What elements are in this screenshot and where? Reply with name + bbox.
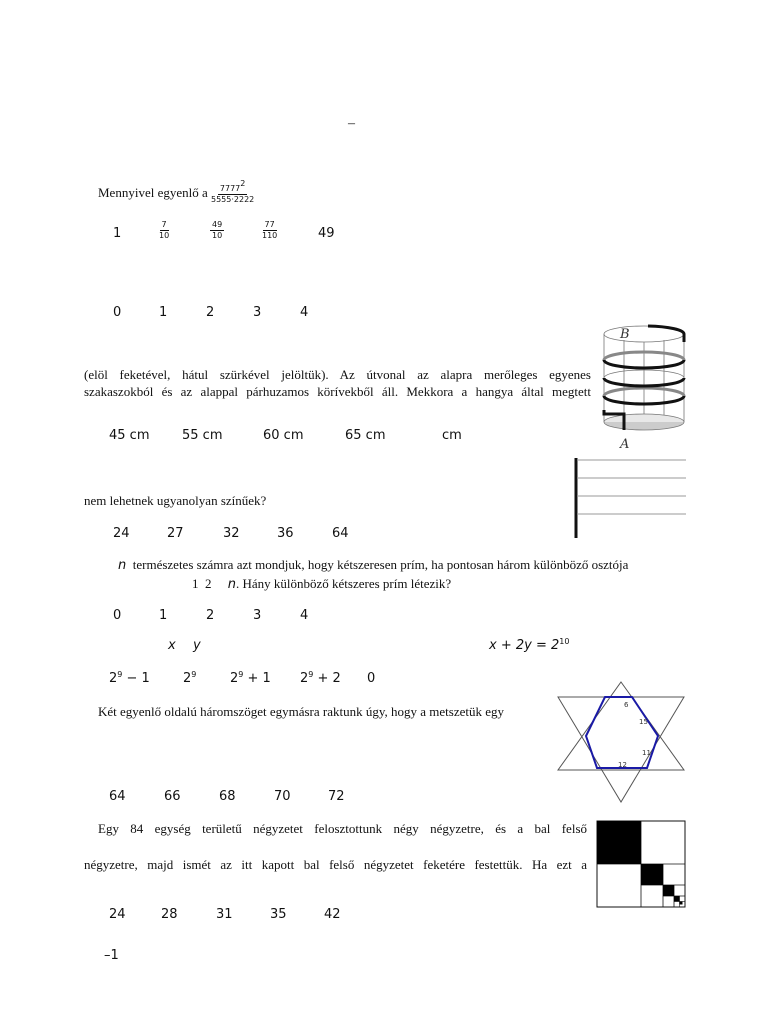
q5-option-1[interactable]: 0 <box>113 608 122 623</box>
q8-option-4[interactable]: 35 <box>270 907 287 922</box>
q3-line1: (elöl feketével, hátul szürkével jelöltük). Az útvonal az alapra merőleges egyenes <box>84 367 591 382</box>
q5-text1: természetes számra azt mondjuk, hogy kétszeresen prím, ha pontosan három különböző osztója <box>132 557 629 572</box>
q5-option-3[interactable]: 2 <box>206 608 215 623</box>
label-a: A <box>620 437 630 452</box>
q5-text2: . Hány különböző kétszeres prím létezik? <box>236 576 452 591</box>
q5-option-2[interactable]: 1 <box>159 608 168 623</box>
q4-option-3[interactable]: 32 <box>223 526 240 541</box>
q1-text: Mennyivel egyenlő a <box>98 184 208 200</box>
q5-line2 <box>192 576 451 592</box>
q8-line2: négyzetre, majd ismét az itt kapott bal felső négyzetet feketére festettük. Ha ezt a <box>84 857 587 872</box>
hex-label-15: 15 <box>639 718 648 726</box>
hex-label-6: 6 <box>624 701 629 709</box>
page-number: –1 <box>104 948 119 963</box>
header-dash: – <box>348 116 355 131</box>
q6-equation: $x + 2y = 2^{10}$ <box>489 637 570 653</box>
q8-option-3[interactable]: 31 <box>216 907 233 922</box>
nested-squares-figure <box>596 820 686 908</box>
q6-option-4[interactable]: $2^9 + 2$ <box>300 670 341 686</box>
q5-line1 <box>118 557 685 573</box>
q6-option-2[interactable]: $2^9$ <box>183 670 197 686</box>
cylinder-figure <box>598 318 694 452</box>
q1-option-4[interactable]: $\frac{77}{110}$ <box>262 220 278 240</box>
q3-line2: szakaszokból és az alappal párhuzamos körívekből áll. Mekkora a hangya által megtett <box>84 384 591 399</box>
q7-option-3[interactable]: 68 <box>219 789 236 804</box>
q5-option-4[interactable]: 3 <box>253 608 262 623</box>
q7-option-5[interactable]: 72 <box>328 789 345 804</box>
q1-option-2[interactable]: $\frac{7}{10}$ <box>159 220 170 240</box>
q5-var-n2: n <box>227 577 236 592</box>
q8-option-1[interactable]: 24 <box>109 907 126 922</box>
q3-option-3[interactable]: 60 cm <box>263 428 304 443</box>
q4-option-4[interactable]: 36 <box>277 526 294 541</box>
q2-option-3[interactable]: 2 <box>206 305 215 320</box>
q7-text: Két egyenlő oldalú háromszöget egymásra raktunk úgy, hogy a metszetük egy <box>98 704 505 719</box>
q5-var-n: n <box>118 558 127 573</box>
q3-text-2 <box>84 383 591 417</box>
q1-question <box>98 179 255 204</box>
q1-option-1[interactable]: 1 <box>113 226 122 241</box>
q6-var-x: x <box>168 638 176 653</box>
q1-fraction: $\frac{7777^2}{5555\cdot 2222}$ <box>211 179 255 204</box>
q3-option-4[interactable]: 65 cm <box>345 428 386 443</box>
q5-two: 2 <box>205 576 212 591</box>
q6-option-5[interactable]: 0 <box>367 671 376 686</box>
q6-option-1[interactable]: $2^9 - 1$ <box>109 670 150 686</box>
q2-option-1[interactable]: 0 <box>113 305 122 320</box>
hex-label-12: 12 <box>618 761 627 769</box>
q6-option-3[interactable]: $2^9 + 1$ <box>230 670 271 686</box>
q2-option-5[interactable]: 4 <box>300 305 309 320</box>
star-figure <box>556 680 686 804</box>
q6-var-y: y <box>193 638 201 653</box>
q4-option-5[interactable]: 64 <box>332 526 349 541</box>
q7-option-4[interactable]: 70 <box>274 789 291 804</box>
q3-option-1[interactable]: 45 cm <box>109 428 150 443</box>
q1-option-5[interactable]: 49 <box>318 226 335 241</box>
q7-option-1[interactable]: 64 <box>109 789 126 804</box>
hex-label-11: 11 <box>642 749 651 757</box>
stripes-figure <box>574 456 688 540</box>
q5-one: 1 <box>192 576 199 591</box>
q8-option-2[interactable]: 28 <box>161 907 178 922</box>
q8-line1: Egy 84 egység területű négyzetet felosztottunk négy négyzetre, és a bal felső <box>98 821 587 836</box>
q2-option-2[interactable]: 1 <box>159 305 168 320</box>
q7-option-2[interactable]: 66 <box>164 789 181 804</box>
label-b: B <box>620 327 630 342</box>
q4-option-2[interactable]: 27 <box>167 526 184 541</box>
q1-option-3[interactable]: $\frac{49}{10}$ <box>212 220 223 240</box>
q3-option-5[interactable]: cm <box>442 428 462 443</box>
q3-option-2[interactable]: 55 cm <box>182 428 223 443</box>
q5-option-5[interactable]: 4 <box>300 608 309 623</box>
q8-option-5[interactable]: 42 <box>324 907 341 922</box>
q2-option-4[interactable]: 3 <box>253 305 262 320</box>
q4-text: nem lehetnek ugyanolyan színűek? <box>84 493 267 508</box>
q4-option-1[interactable]: 24 <box>113 526 130 541</box>
